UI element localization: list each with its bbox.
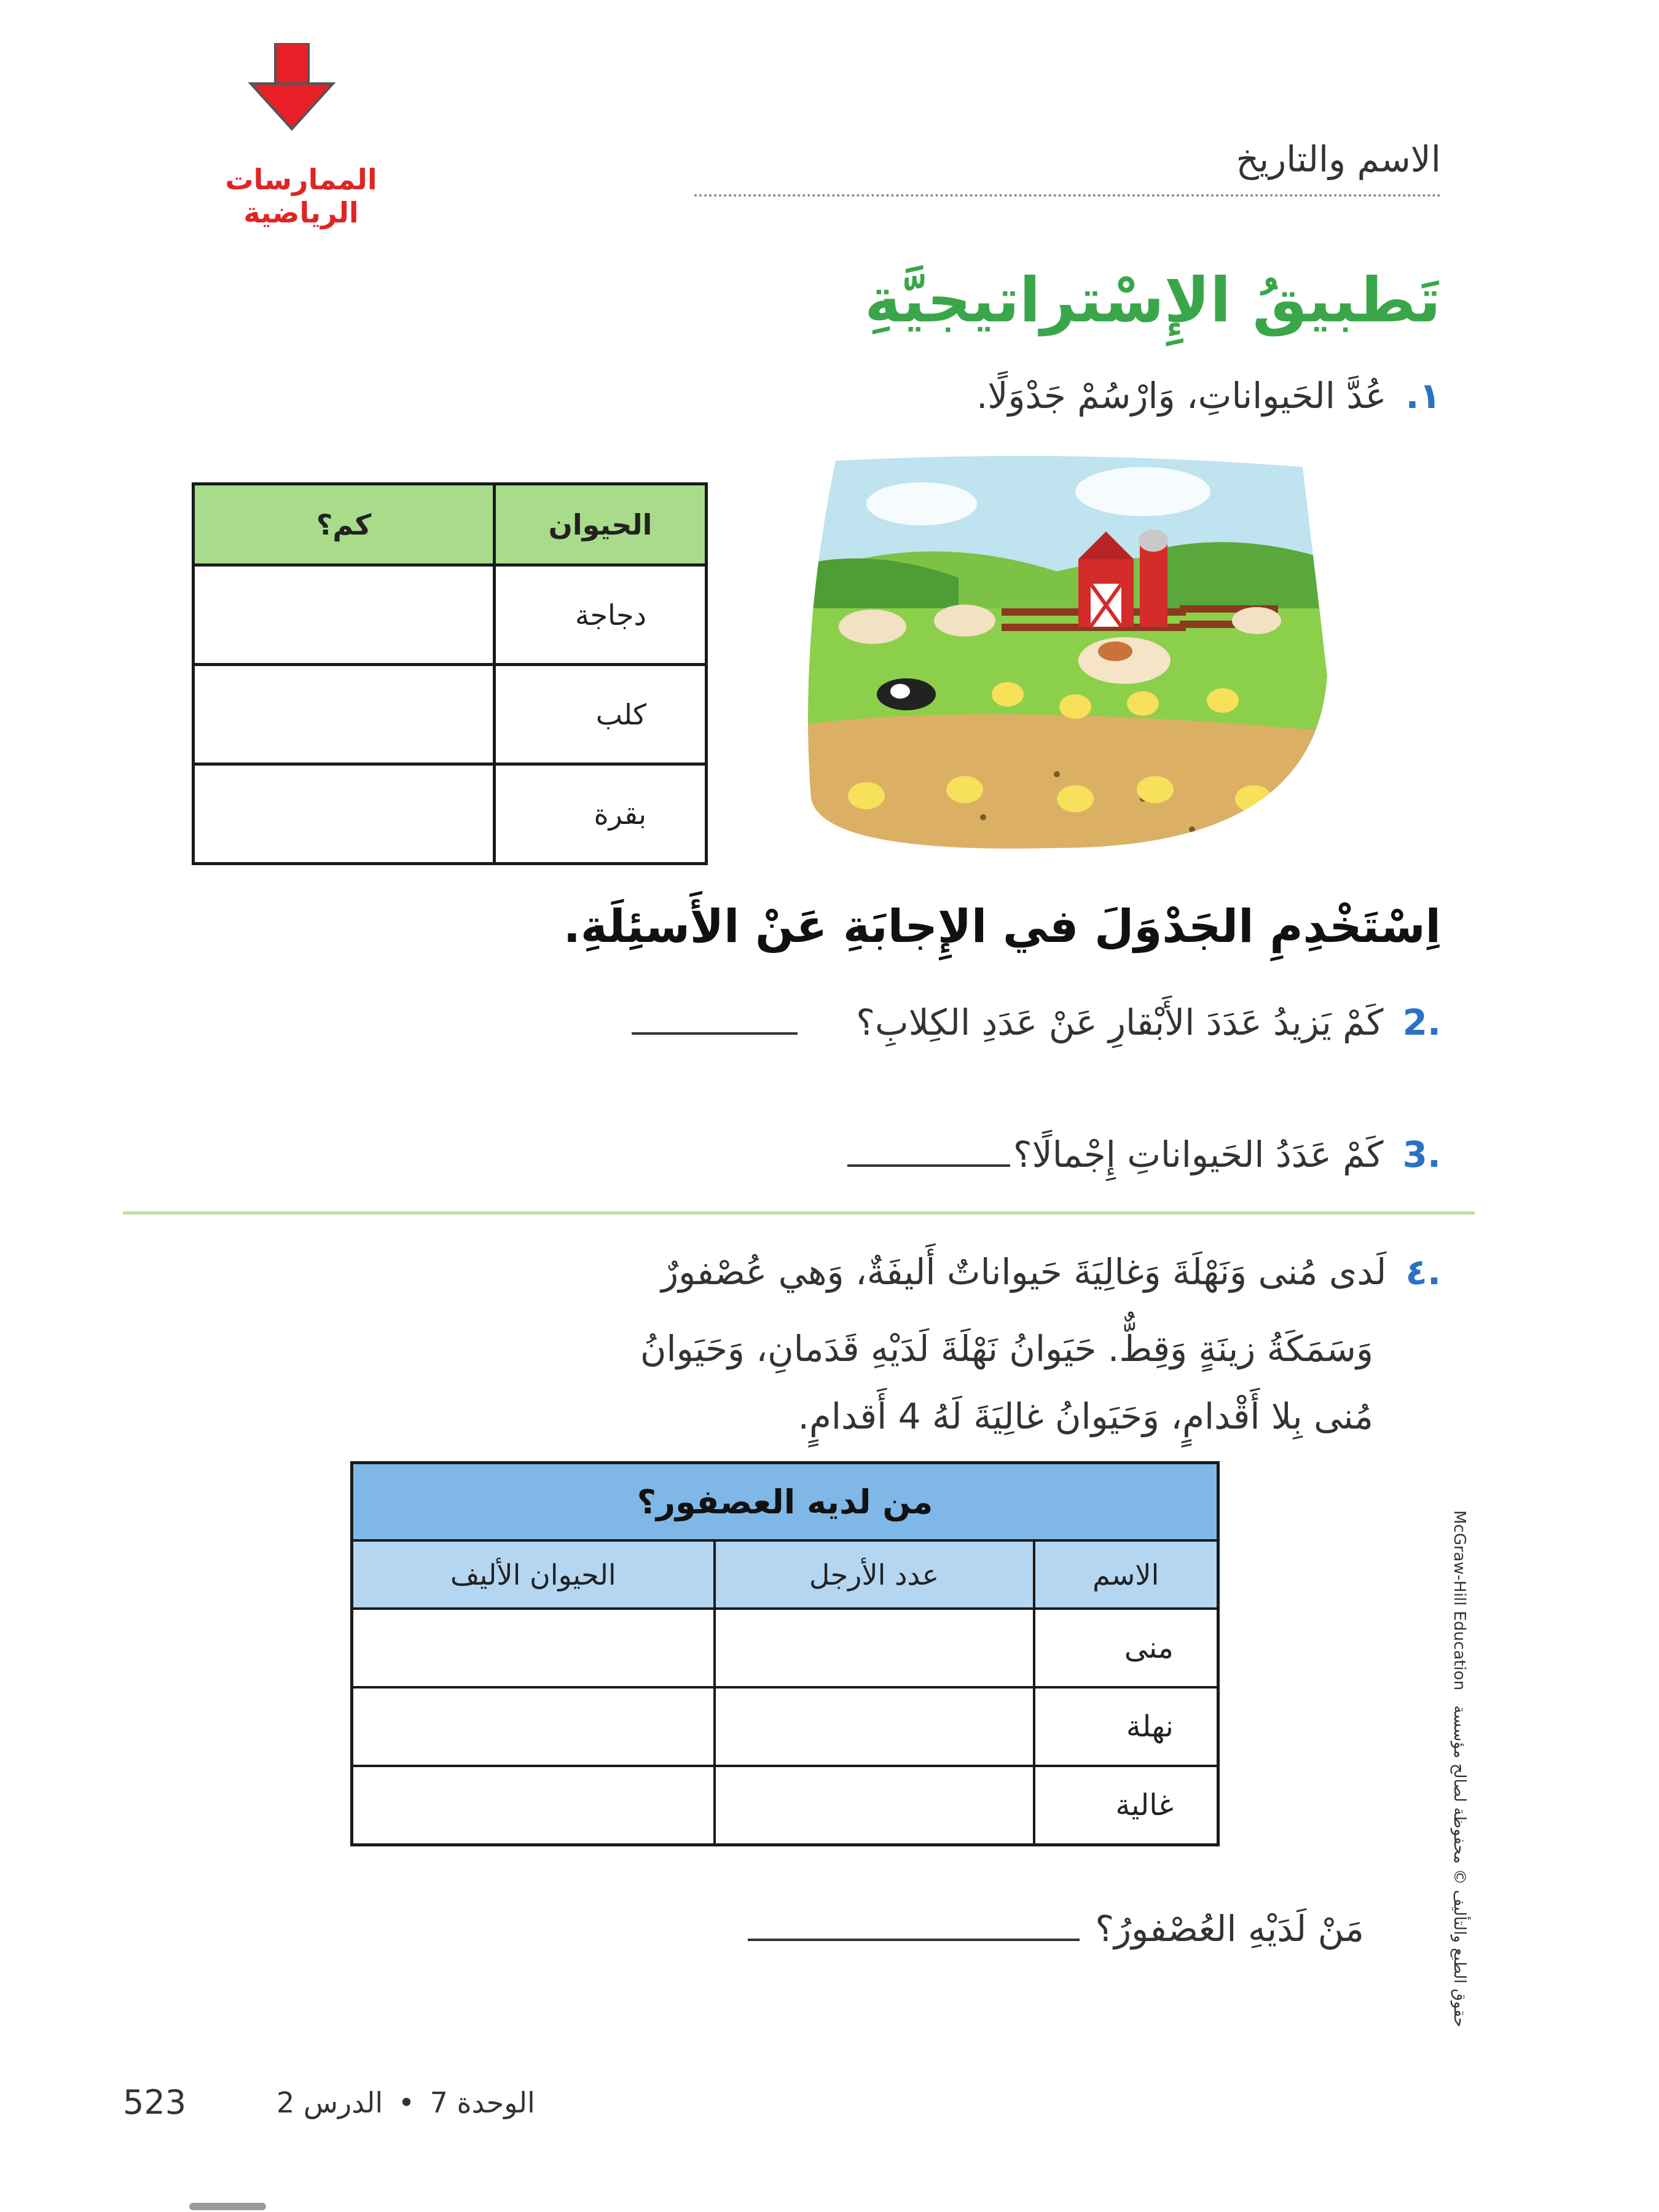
table2-header-legs: عدد الأرجل	[715, 1540, 1034, 1609]
question-4-line-2: وَسَمَكَةُ زينَةٍ وَقِطٌّ. حَيَوانُ نَهْلَةَ لَدَيْهِ قَدَمانِ، وَحَيَوانُ	[640, 1328, 1373, 1370]
table2-legs-cell[interactable]	[715, 1687, 1034, 1766]
table-row	[352, 1609, 1218, 1687]
table1-header-animal: الحيوان	[495, 484, 707, 565]
table2-name-muna: منى	[1034, 1609, 1218, 1687]
table2-name-nahla: نهلة	[1034, 1687, 1218, 1766]
footer-bullet: •	[398, 2086, 415, 2119]
table2-pet-cell[interactable]	[352, 1687, 715, 1766]
table1-animal-chicken: دجاجة	[495, 565, 707, 665]
scroll-indicator[interactable]	[189, 2203, 266, 2210]
table-row	[194, 565, 707, 665]
question-3-answer-blank[interactable]	[847, 1164, 1010, 1167]
question-2	[632, 1002, 1441, 1043]
question-1-number: ١.	[1405, 375, 1441, 417]
table1-count-cell[interactable]	[194, 565, 495, 665]
section-divider	[123, 1207, 1475, 1218]
table1-count-cell[interactable]	[194, 665, 495, 764]
table2-header-pet: الحيوان الأليف	[352, 1540, 715, 1609]
footer-lesson-label: الدرس	[303, 2086, 383, 2119]
table2-legs-cell[interactable]	[715, 1766, 1034, 1845]
question-2-number: .2	[1402, 1002, 1441, 1043]
name-date-line[interactable]	[694, 194, 1441, 197]
table1-count-cell[interactable]	[194, 764, 495, 864]
question-1	[976, 375, 1441, 417]
table-row	[352, 1766, 1218, 1845]
question-1-text: عُدَّ الحَيواناتِ، وَارْسُمْ جَدْوَلًا.	[976, 375, 1387, 417]
question-4-line-1: لَدى مُنى وَنَهْلَةَ وَغالِيَةَ حَيواناتٌ أَليفَةٌ، وَهي عُصْفورٌ	[661, 1251, 1387, 1293]
instructions-heading: اِسْتَخْدِمِ الجَدْوَلَ في الإِجابَةِ عَنْ الأَسئِلَةِ.	[563, 900, 1441, 953]
question-4-line-3: مُنى بِلا أَقْدامٍ، وَحَيَوانُ غالِيَةَ لَهُ 4 أَقدامٍ.	[798, 1395, 1373, 1437]
question-4-number: .٤	[1405, 1251, 1441, 1293]
down-arrow-icon	[246, 43, 338, 135]
table2-pet-cell[interactable]	[352, 1609, 715, 1687]
name-date-label: الاسم والتاريخ	[1236, 138, 1441, 180]
question-3-number: .3	[1402, 1134, 1441, 1175]
publisher-name: McGraw-Hill Education	[1450, 1510, 1469, 1691]
table1-header-count: كم؟	[194, 484, 495, 565]
question-5-text: مَنْ لَدَيْهِ العُصْفورُ؟	[1095, 1908, 1364, 1950]
page-number: 523	[123, 2083, 187, 2122]
copyright-text: حقوق الطبع والتأليف © محفوظة لصالح مؤسسة	[1450, 1705, 1469, 2028]
question-5-answer-blank[interactable]	[748, 1939, 1080, 1941]
question-5	[748, 1908, 1364, 1950]
question-3	[847, 1134, 1441, 1175]
footer-unit-label: الوحدة	[457, 2086, 535, 2119]
table-row	[194, 665, 707, 764]
table2-title: من لديه العصفور؟	[352, 1463, 1218, 1541]
question-3-text: كَمْ عَدَدُ الحَيواناتِ إِجْمالًا؟	[1013, 1134, 1384, 1175]
footer-lesson-number: 2	[276, 2086, 295, 2119]
table1-animal-cow: بقرة	[495, 764, 707, 864]
table2-legs-cell[interactable]	[715, 1609, 1034, 1687]
table-row	[194, 764, 707, 864]
table1-animal-dog: كلب	[495, 665, 707, 764]
table2-header-name: الاسم	[1034, 1540, 1218, 1609]
footer-unit-lesson	[276, 2086, 535, 2119]
pet-owner-table	[350, 1461, 1220, 1846]
farm-illustration	[799, 455, 1327, 854]
animal-count-table	[192, 482, 708, 865]
question-2-text: كَمْ يَزيدُ عَدَدَ الأَبْقارِ عَنْ عَدَدِ الكِلابِ؟	[856, 1002, 1384, 1043]
math-practices-label: الممارسات الرياضية	[225, 163, 377, 229]
table-row	[352, 1687, 1218, 1766]
question-2-answer-blank[interactable]	[632, 1032, 798, 1035]
copyright-side-note	[1444, 1505, 1469, 2058]
table2-name-ghalia: غالية	[1034, 1766, 1218, 1845]
question-4	[273, 1238, 1441, 1450]
page-title: تَطبيقُ الإِسْتراتيجيَّةِ	[865, 264, 1441, 336]
table2-pet-cell[interactable]	[352, 1766, 715, 1845]
footer-unit-number: 7	[429, 2086, 448, 2119]
